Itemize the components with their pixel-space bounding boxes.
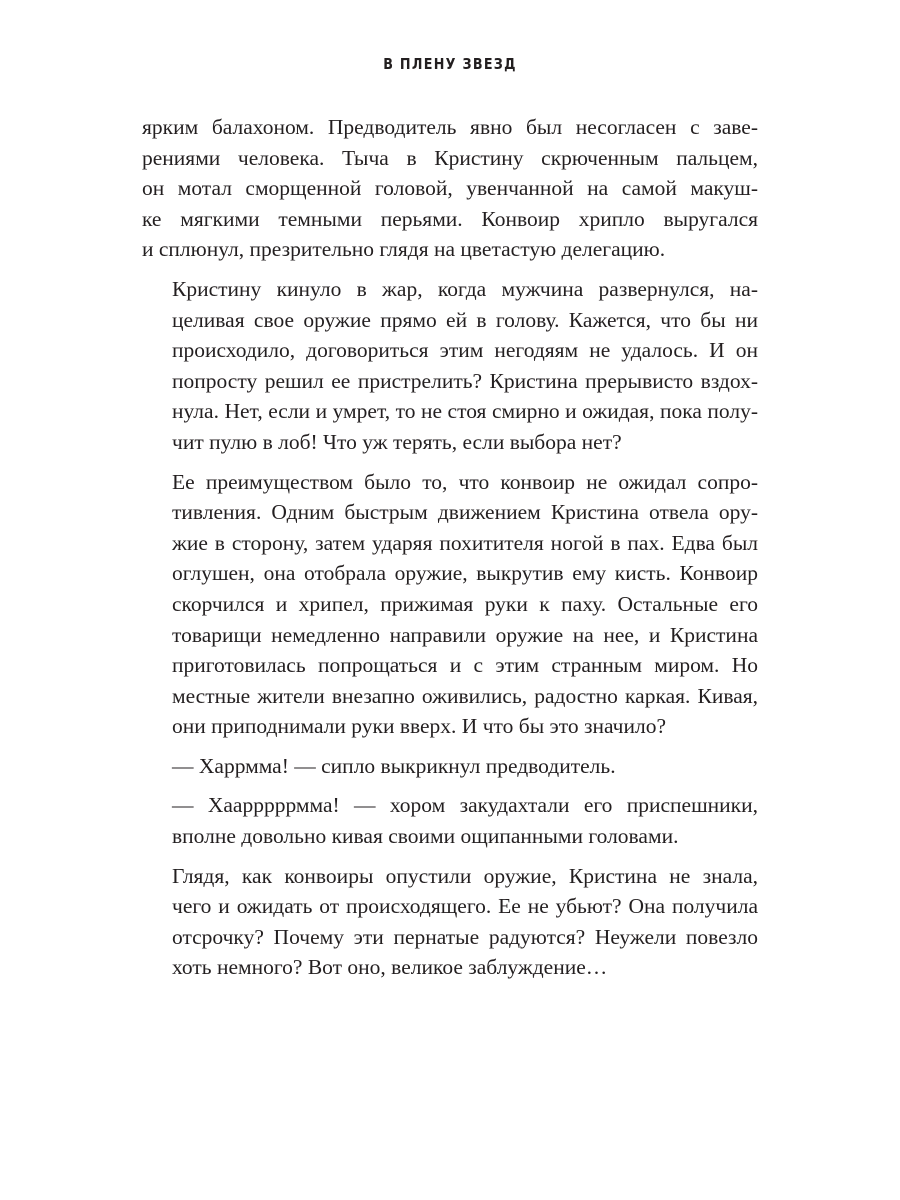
text-line: тивления. Одним быстрым движением Кристина отвела ору- <box>172 500 758 525</box>
text-line: чего и ожидать от происходящего. Ее не убьют? Она получила <box>172 894 758 919</box>
text-line: оглушен, она отобрала оружие, выкрутив ему кисть. Конвоир <box>172 561 758 586</box>
paragraph <box>142 751 758 782</box>
text-line: рениями человека. Тыча в Кристину скрюченным пальцем, <box>142 145 758 170</box>
text-line: и сплюнул, презрительно глядя на цветастую делегацию. <box>142 237 666 262</box>
text-line: — Харрмма! — сипло выкрикнул предводитель. <box>172 753 616 778</box>
text-line: Кристину кинуло в жар, когда мужчина развернулся, на- <box>172 276 758 301</box>
text-line: нула. Нет, если и умрет, то не стоя смирно и ожидая, пока полу- <box>172 399 758 424</box>
text-line: скорчился и хрипел, прижимая руки к паху. Остальные его <box>172 591 758 616</box>
text-line: попросту решил ее пристрелить? Кристина прерывисто вздох- <box>172 368 758 393</box>
body-text <box>142 112 758 992</box>
text-line: они приподнимали руки вверх. И что бы это значило? <box>172 714 666 739</box>
text-line: чит пулю в лоб! Что уж терять, если выбора нет? <box>172 429 622 454</box>
text-line: вполне довольно кивая своими ощипанными головами. <box>172 824 679 849</box>
paragraph <box>142 861 758 983</box>
paragraph <box>142 790 758 851</box>
running-head: В ПЛЕНУ ЗВЕЗД <box>383 55 517 73</box>
paragraph <box>142 274 758 458</box>
text-line: — Хаарррррмма! — хором закудахтали его приспешники, <box>172 793 758 818</box>
text-line: целивая свое оружие прямо ей в голову. Кажется, что бы ни <box>172 307 758 332</box>
text-line: товарищи немедленно направили оружие на нее, и Кристина <box>172 622 758 647</box>
text-line: хоть немного? Вот оно, великое заблуждение… <box>172 955 608 980</box>
text-line: он мотал сморщенной головой, увенчанной на самой макуш- <box>142 176 758 201</box>
text-line: происходило, договориться этим негодяям не удалось. И он <box>172 338 758 363</box>
text-line: Глядя, как конвоиры опустили оружие, Кристина не знала, <box>172 863 758 888</box>
text-line: местные жители внезапно оживились, радостно каркая. Кивая, <box>172 683 758 708</box>
text-line: отсрочку? Почему эти пернатые радуются? Неужели повезло <box>172 924 758 949</box>
text-line: ярким балахоном. Предводитель явно был несогласен с заве- <box>142 115 758 139</box>
text-line: приготовилась попрощаться и с этим странным миром. Но <box>172 653 758 678</box>
paragraph <box>142 467 758 742</box>
text-line: жие в сторону, затем ударяя похитителя ногой в пах. Едва был <box>172 530 758 555</box>
text-line: ке мягкими темными перьями. Конвоир хрипло выругался <box>142 206 758 231</box>
paragraph <box>142 112 758 265</box>
text-line: Ее преимуществом было то, что конвоир не ожидал сопро- <box>172 469 758 494</box>
